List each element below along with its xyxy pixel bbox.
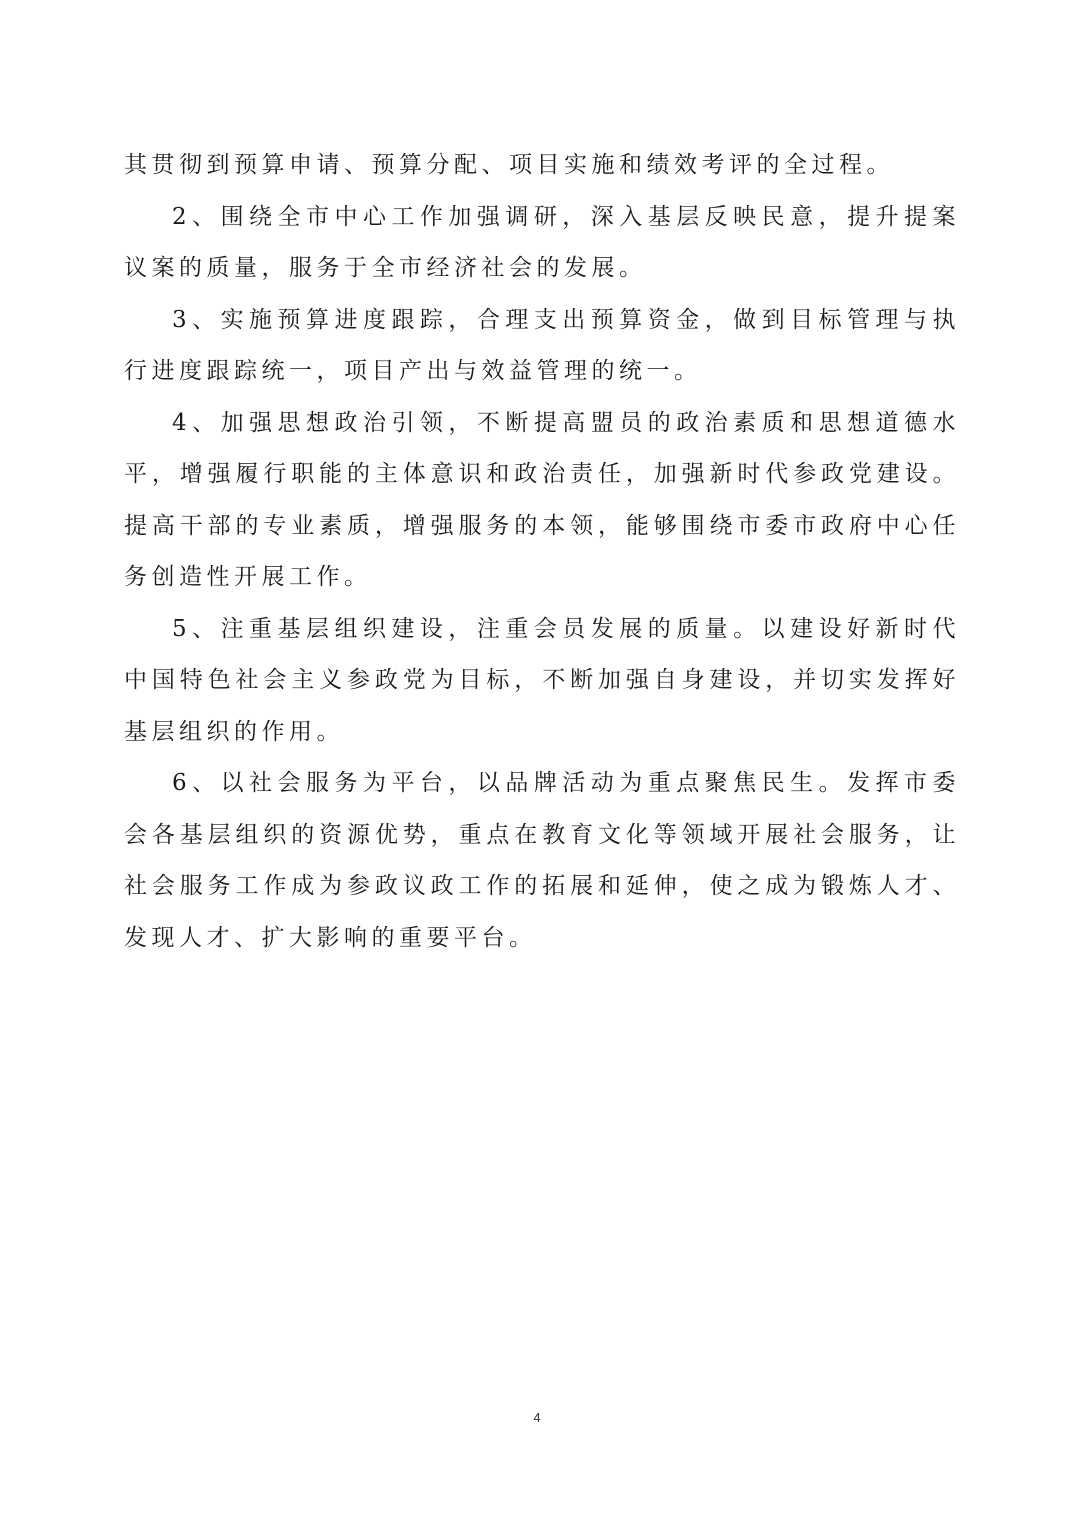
document-body	[124, 140, 960, 964]
page-number: 4	[533, 1410, 541, 1425]
paragraph-item-6: 6、以社会服务为平台，以品牌活动为重点聚焦民生。发挥市委会各基层组织的资源优势，重点在教育文化等领域开展社会服务，让社会服务工作成为参政议政工作的拓展和延伸，使之成为锻炼人才、发现人才、扩大影响的重要平台。	[124, 770, 960, 951]
paragraph-item-3: 3、实施预算进度跟踪，合理支出预算资金，做到目标管理与执行进度跟踪统一，项目产出与效益管理的统一。	[124, 306, 960, 384]
paragraph-continuation: 其贯彻到预算申请、预算分配、项目实施和绩效考评的全过程。	[124, 152, 894, 178]
paragraph-item-5: 5、注重基层组织建设，注重会员发展的质量。以建设好新时代中国特色社会主义参政党为目标，不断加强自身建设，并切实发挥好基层组织的作用。	[124, 615, 960, 745]
paragraph-item-2: 2、围绕全市中心工作加强调研，深入基层反映民意，提升提案议案的质量，服务于全市经济社会的发展。	[124, 203, 960, 281]
paragraph-item-4: 4、加强思想政治引领，不断提高盟员的政治素质和思想道德水平，增强履行职能的主体意识和政治责任，加强新时代参政党建设。提高干部的专业素质，增强服务的本领，能够围绕市委市政府中心任务创造性开展工作。	[124, 409, 960, 590]
